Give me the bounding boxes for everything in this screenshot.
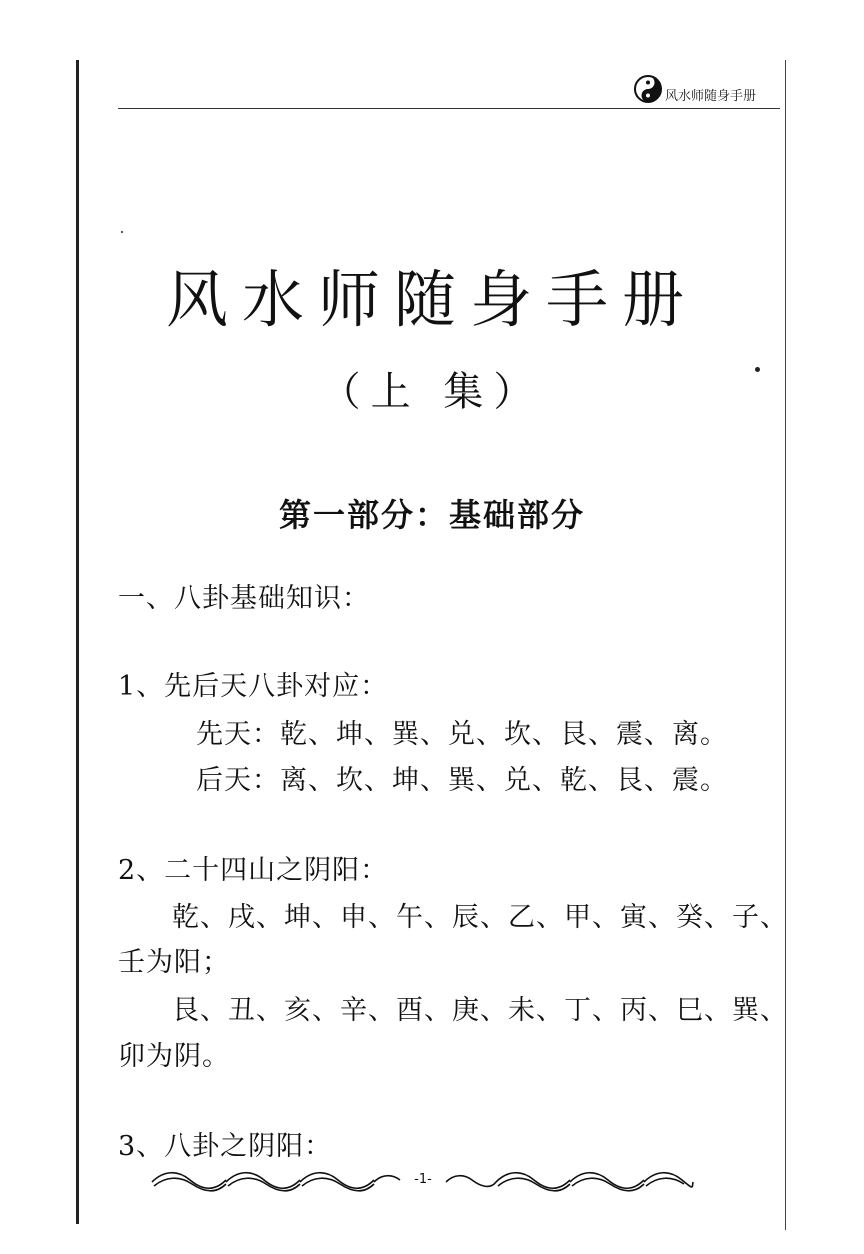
item-heading-3: 3、八卦之阴阳： bbox=[118, 1131, 333, 1162]
yang-line-2: 壬为阳； bbox=[118, 947, 230, 978]
scan-speck bbox=[121, 231, 123, 233]
scan-speck bbox=[755, 367, 760, 372]
yin-yang-icon bbox=[633, 74, 663, 104]
header-group bbox=[633, 74, 756, 104]
page-right-border bbox=[785, 60, 786, 1230]
page-left-border bbox=[76, 60, 79, 1224]
yang-line-1: 乾、戌、坤、申、午、辰、乙、甲、寅、癸、子、 bbox=[172, 902, 788, 933]
volume-label: （上 集） bbox=[320, 369, 544, 415]
item-heading-2: 2、二十四山之阴阳： bbox=[118, 855, 389, 886]
header-book-title: 风水师随身手册 bbox=[664, 88, 756, 104]
section-heading: 一、八卦基础知识： bbox=[118, 583, 370, 614]
xiantian-line: 先天：乾、坤、巽、兑、坎、艮、震、离。 bbox=[196, 719, 728, 750]
yin-line-1: 艮、丑、亥、辛、酉、庚、未、丁、丙、巳、巽、 bbox=[172, 995, 788, 1026]
page-title: 风水师随身手册 bbox=[165, 263, 698, 336]
page-number: -1- bbox=[406, 1172, 440, 1187]
part-title: 第一部分：基础部分 bbox=[278, 496, 585, 534]
page-footer bbox=[150, 1166, 695, 1196]
houtian-line: 后天：离、坎、坤、巽、兑、乾、艮、震。 bbox=[196, 765, 728, 796]
item-heading-1: 1、先后天八卦对应： bbox=[118, 671, 389, 702]
running-header bbox=[118, 66, 780, 109]
yin-line-2: 卯为阴。 bbox=[118, 1041, 230, 1072]
